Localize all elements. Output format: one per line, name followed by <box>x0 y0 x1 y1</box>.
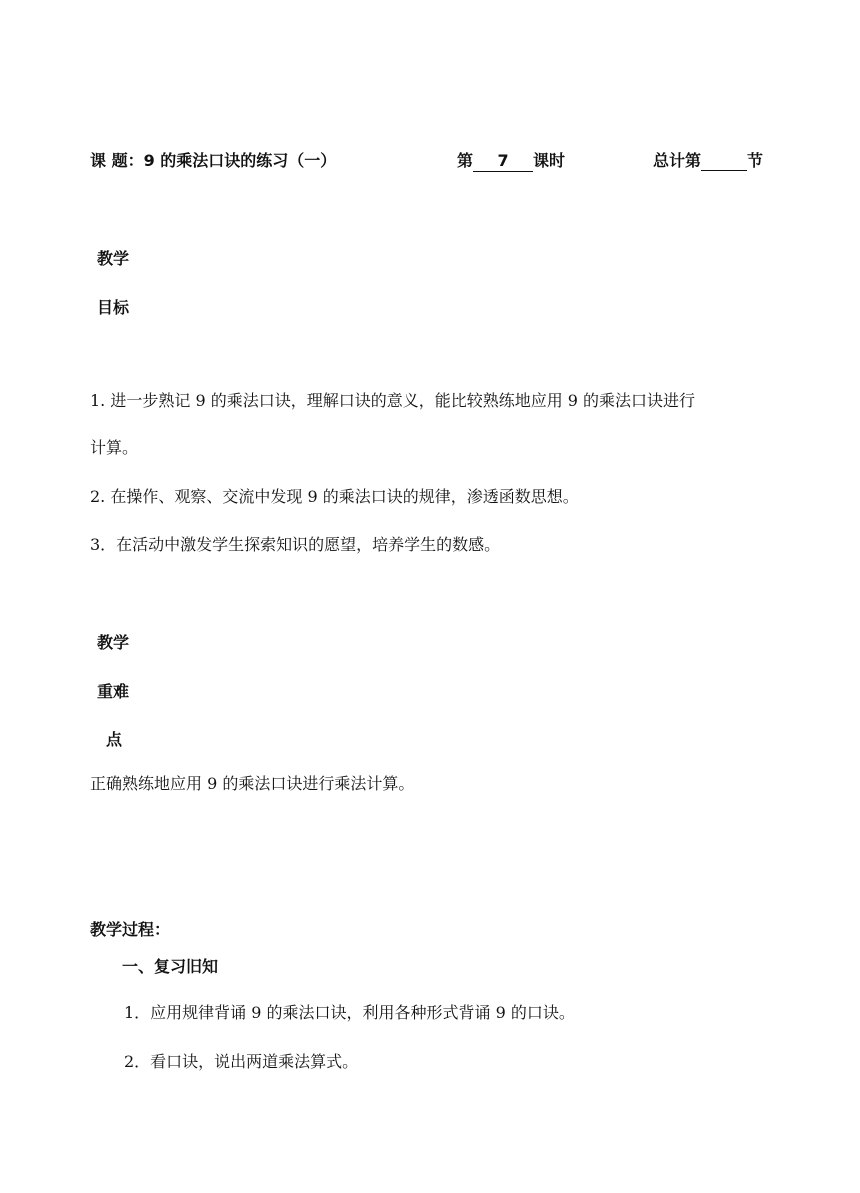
objective-item-1: 1. 进一步熟记 9 的乘法口诀，理解口诀的意义，能比较熟练地应用 9 的乘法口诀进行 <box>90 391 696 410</box>
objective-item-2: 2. 在操作、观察、交流中发现 9 的乘法口诀的规律，渗透函数思想。 <box>90 487 579 506</box>
lesson-total <box>653 148 763 171</box>
lesson-prefix: 第 <box>457 151 474 170</box>
lesson-suffix: 课时 <box>533 151 566 170</box>
total-suffix: 节 <box>747 151 764 170</box>
process-heading: 教学过程： <box>90 920 171 939</box>
keypoints-label-line1: 教学 <box>97 633 130 652</box>
keypoints-label-line3: 点 <box>106 730 123 749</box>
keypoints-label-line2: 重难 <box>97 682 130 701</box>
objectives-label-line1: 教学 <box>97 249 130 268</box>
objectives-label-line2: 目标 <box>97 298 130 317</box>
process-item-2: 2．看口诀，说出两道乘法算式。 <box>124 1052 359 1071</box>
total-number <box>701 150 747 171</box>
lesson-title <box>90 148 336 171</box>
lesson-number: 7 <box>473 151 533 172</box>
objective-item-3: 3．在活动中激发学生探索知识的愿望，培养学生的数感。 <box>90 535 501 554</box>
total-prefix: 总计第 <box>653 151 702 170</box>
keypoints-text: 正确熟练地应用 9 的乘法口诀进行乘法计算。 <box>90 774 415 793</box>
title-value: 9 的乘法口诀的练习（一） <box>143 151 337 170</box>
section-review-title: 一、复习旧知 <box>122 957 219 976</box>
lesson-period <box>457 148 565 172</box>
process-item-1: 1．应用规律背诵 9 的乘法口诀，利用各种形式背诵 9 的口诀。 <box>124 1003 575 1022</box>
title-label: 课 题： <box>90 151 144 170</box>
objective-item-1-cont: 计算。 <box>90 438 139 457</box>
